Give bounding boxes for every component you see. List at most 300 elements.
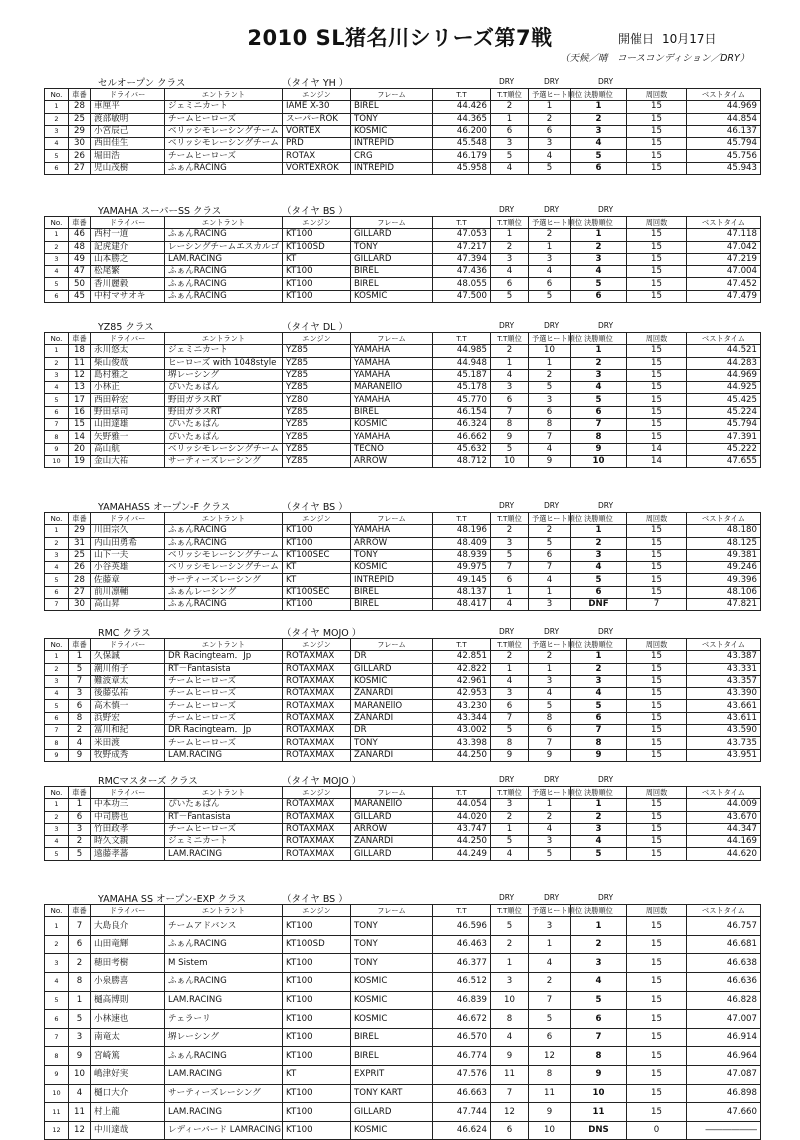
table-cell: ROTAXMAX <box>283 823 351 835</box>
tire-spec: （タイヤ BS ） <box>282 206 348 217</box>
table-cell: 3 <box>45 549 69 561</box>
table-cell: 44.250 <box>433 836 491 848</box>
table-cell: 7 <box>529 431 571 443</box>
table-cell: 5 <box>529 382 571 394</box>
table-cell: 11 <box>571 1103 627 1122</box>
table-cell: 7 <box>571 1028 627 1047</box>
table-cell: 8 <box>571 431 627 443</box>
table-cell: 15 <box>627 1047 687 1066</box>
table-cell: 9 <box>45 443 69 455</box>
table-cell: YZ85 <box>283 369 351 381</box>
table-cell: 44.985 <box>433 345 491 357</box>
table-cell: 10 <box>491 455 529 467</box>
table-cell: 45.794 <box>687 138 761 150</box>
table-cell: 7 <box>45 1028 69 1047</box>
table-cell: KT100 <box>283 991 351 1010</box>
table-cell: 10 <box>69 1066 91 1085</box>
table-cell: 45.222 <box>687 443 761 455</box>
table-cell: BIREL <box>351 266 433 278</box>
table-cell: 5 <box>571 991 627 1010</box>
table-cell: 15 <box>627 1084 687 1103</box>
column-header: フレーム <box>351 333 433 345</box>
table-cell: 3 <box>491 537 529 549</box>
table-cell: 3 <box>491 688 529 700</box>
table-cell: ふぁんRACING <box>165 935 283 954</box>
column-header: ベストタイム <box>687 639 761 651</box>
table-cell: 前川凛輔 <box>91 586 165 598</box>
table-cell: 15 <box>627 973 687 992</box>
table-cell: 47.004 <box>687 266 761 278</box>
table-cell: 9 <box>571 749 627 761</box>
table-cell: 4 <box>69 1084 91 1103</box>
table-cell: 2 <box>571 241 627 253</box>
table-cell: DR <box>351 725 433 737</box>
table-cell: 7 <box>529 562 571 574</box>
table-cell: 1 <box>491 663 529 675</box>
table-cell: 47.087 <box>687 1066 761 1085</box>
table-cell: 2 <box>529 811 571 823</box>
tire-spec: （タイヤ YH ） <box>282 78 349 89</box>
table-cell: 5 <box>571 394 627 406</box>
table-cell: KT100 <box>283 1028 351 1047</box>
table-cell: KT100 <box>283 954 351 973</box>
table-cell: 46.757 <box>687 917 761 936</box>
table-cell: 44.925 <box>687 382 761 394</box>
table-cell: KT100 <box>283 229 351 241</box>
table-cell: INTREPID <box>351 162 433 174</box>
table-cell: TONY <box>351 737 433 749</box>
table-cell: 45.943 <box>687 162 761 174</box>
table-cell: 31 <box>69 537 91 549</box>
table-cell: KT <box>283 253 351 265</box>
table-cell: ARROW <box>351 823 433 835</box>
table-cell: 42.822 <box>433 663 491 675</box>
column-header: ドライバー <box>91 513 165 525</box>
table-cell: 26 <box>69 150 91 162</box>
table-cell: 48.055 <box>433 278 491 290</box>
table-cell: 48.196 <box>433 525 491 537</box>
column-header: フレーム <box>351 89 433 101</box>
table-cell: 46.839 <box>433 991 491 1010</box>
table-cell: 46.672 <box>433 1010 491 1029</box>
table-cell: 4 <box>571 382 627 394</box>
table-cell: 6 <box>529 406 571 418</box>
table-cell: RT－Fantasista <box>165 663 283 675</box>
table-cell: 8 <box>571 737 627 749</box>
table-cell: 1 <box>529 935 571 954</box>
table-cell: ふぁんRACING <box>165 525 283 537</box>
table-cell: 4 <box>491 1028 529 1047</box>
table-header-row <box>45 89 761 101</box>
table-cell: 2 <box>491 525 529 537</box>
table-cell: 15 <box>627 586 687 598</box>
table-cell: 47.007 <box>687 1010 761 1029</box>
table-cell: 3 <box>529 599 571 611</box>
table-cell: 5 <box>491 290 529 302</box>
table-cell: 1 <box>529 663 571 675</box>
table-cell: 1 <box>491 357 529 369</box>
table-cell: 久保誠 <box>91 651 165 663</box>
table-cell: 6 <box>45 586 69 598</box>
dry-label: DRY <box>544 893 560 902</box>
table-cell: 1 <box>491 229 529 241</box>
table-cell: ROTAXMAX <box>283 712 351 724</box>
table-cell: KT100 <box>283 525 351 537</box>
table-cell: 30 <box>69 599 91 611</box>
table-cell: 25 <box>69 549 91 561</box>
table-cell: 12 <box>491 1103 529 1122</box>
table-cell: 44.009 <box>687 799 761 811</box>
table-cell: 小林速也 <box>91 1010 165 1029</box>
table-cell: 44.250 <box>433 749 491 761</box>
column-header: 周回数 <box>627 905 687 917</box>
table-cell: 15 <box>627 101 687 113</box>
table-row <box>45 973 761 992</box>
table-cell: YZ85 <box>283 357 351 369</box>
table-cell: 43.611 <box>687 712 761 724</box>
table-cell: 6 <box>45 290 69 302</box>
results-section <box>44 318 760 468</box>
table-cell: 小林正 <box>91 382 165 394</box>
table-cell: 15 <box>627 1028 687 1047</box>
table-cell: 15 <box>627 278 687 290</box>
table-cell: YAMAHA <box>351 431 433 443</box>
table-cell: 4 <box>529 954 571 973</box>
table-cell: ジェミニカート <box>165 101 283 113</box>
table-cell: 47 <box>69 266 91 278</box>
table-cell: 2 <box>45 241 69 253</box>
table-cell: 15 <box>627 700 687 712</box>
table-cell: 10 <box>45 1084 69 1103</box>
table-cell: DNS <box>571 1121 627 1140</box>
table-cell: 6 <box>529 1028 571 1047</box>
table-cell: 6 <box>491 278 529 290</box>
table-row <box>45 369 761 381</box>
table-cell: ARROW <box>351 537 433 549</box>
table-row <box>45 1066 761 1085</box>
table-cell: LAM.RACING <box>165 253 283 265</box>
table-cell: 48.417 <box>433 599 491 611</box>
table-cell: TECNO <box>351 443 433 455</box>
column-header: エントラント <box>165 639 283 651</box>
table-cell: 5 <box>529 1010 571 1029</box>
table-cell: 樋高博則 <box>91 991 165 1010</box>
table-cell: 1 <box>45 651 69 663</box>
table-cell: 6 <box>491 700 529 712</box>
table-cell: ROTAXMAX <box>283 749 351 761</box>
table-cell: 3 <box>529 836 571 848</box>
table-cell: ジェミニカート <box>165 836 283 848</box>
table-row <box>45 290 761 302</box>
table-row <box>45 406 761 418</box>
table-cell: KT100 <box>283 278 351 290</box>
column-header: 車番 <box>69 89 91 101</box>
table-cell: 9 <box>69 1047 91 1066</box>
table-cell: 1 <box>491 113 529 125</box>
table-cell: 1 <box>571 101 627 113</box>
table-cell: 46.914 <box>687 1028 761 1047</box>
results-table <box>44 638 761 762</box>
column-header: ドライバー <box>91 639 165 651</box>
table-cell: KOSMIC <box>351 991 433 1010</box>
table-cell: ふぁんRACING <box>165 266 283 278</box>
table-cell: 4 <box>529 150 571 162</box>
table-cell: 5 <box>529 290 571 302</box>
table-cell: KT100SD <box>283 241 351 253</box>
class-name: YAMAHA SS オープン-EXP クラス <box>98 894 247 905</box>
table-cell: 小谷英雄 <box>91 562 165 574</box>
table-cell: ヒーローズ with 1048style <box>165 357 283 369</box>
table-cell: 43.387 <box>687 651 761 663</box>
table-row <box>45 278 761 290</box>
table-cell: 10 <box>571 455 627 467</box>
table-cell: TONY <box>351 935 433 954</box>
table-row <box>45 419 761 431</box>
table-cell: ベリッシモレーシングチーム <box>165 125 283 137</box>
table-cell: 5 <box>571 700 627 712</box>
table-cell: 15 <box>627 917 687 936</box>
section-header <box>44 624 760 638</box>
column-header: T.T <box>433 89 491 101</box>
table-cell: 4 <box>491 675 529 687</box>
table-cell: 15 <box>627 688 687 700</box>
column-header: フレーム <box>351 217 433 229</box>
table-cell: 4 <box>45 562 69 574</box>
column-header: 予選ヒート順位 <box>529 89 571 101</box>
table-cell: 高山航 <box>91 443 165 455</box>
table-cell: MARANEllO <box>351 799 433 811</box>
table-cell: ROTAXMAX <box>283 700 351 712</box>
column-header: 予選ヒート順位 <box>529 787 571 799</box>
table-cell: チームヒーローズ <box>165 113 283 125</box>
table-cell: 2 <box>69 836 91 848</box>
column-header: 決勝順位 <box>571 89 627 101</box>
table-cell: 後藤弘祐 <box>91 688 165 700</box>
table-cell: 15 <box>627 357 687 369</box>
table-cell: 26 <box>69 562 91 574</box>
table-cell: 11 <box>69 1103 91 1122</box>
column-header: T.T順位 <box>491 217 529 229</box>
results-table <box>44 786 761 861</box>
table-cell: 金山大祐 <box>91 455 165 467</box>
table-cell: 2 <box>491 811 529 823</box>
table-row <box>45 266 761 278</box>
table-cell: 4 <box>491 162 529 174</box>
table-cell: MARANEllO <box>351 382 433 394</box>
table-cell: サーティーズレーシング <box>165 1084 283 1103</box>
table-cell: ZANARDI <box>351 712 433 724</box>
table-cell: 46.137 <box>687 125 761 137</box>
table-cell: 43.747 <box>433 823 491 835</box>
table-cell: 15 <box>627 675 687 687</box>
table-header-row <box>45 333 761 345</box>
table-cell: 11 <box>529 1084 571 1103</box>
table-row <box>45 574 761 586</box>
table-cell: 15 <box>627 241 687 253</box>
table-cell: 4 <box>45 973 69 992</box>
table-cell: 1 <box>45 101 69 113</box>
table-cell: 1 <box>69 991 91 1010</box>
table-cell: 1 <box>69 799 91 811</box>
table-cell: 4 <box>529 574 571 586</box>
column-header: フレーム <box>351 639 433 651</box>
table-cell: 47.394 <box>433 253 491 265</box>
table-cell: 15 <box>627 419 687 431</box>
table-cell: 4 <box>529 688 571 700</box>
table-cell: 15 <box>627 737 687 749</box>
table-cell: 冨川和紀 <box>91 725 165 737</box>
table-cell: 42.953 <box>433 688 491 700</box>
table-cell: 3 <box>529 394 571 406</box>
table-row <box>45 241 761 253</box>
table-cell: ZANARDI <box>351 749 433 761</box>
table-row <box>45 935 761 954</box>
table-row <box>45 113 761 125</box>
table-cell: 5 <box>45 700 69 712</box>
table-cell: MARANEllO <box>351 700 433 712</box>
table-cell: 5 <box>491 150 529 162</box>
column-header: 決勝順位 <box>571 787 627 799</box>
table-cell: 2 <box>45 357 69 369</box>
table-cell: 8 <box>571 1047 627 1066</box>
table-cell: TONY <box>351 954 433 973</box>
section-header <box>44 202 760 216</box>
table-cell: 3 <box>571 823 627 835</box>
table-row <box>45 599 761 611</box>
table-cell: 5 <box>529 848 571 860</box>
table-cell: 3 <box>529 675 571 687</box>
table-cell: 3 <box>491 799 529 811</box>
table-cell: 43.661 <box>687 700 761 712</box>
table-cell: ベリッシモレーシングチーム <box>165 549 283 561</box>
table-cell: 29 <box>69 525 91 537</box>
table-cell: 44.365 <box>433 113 491 125</box>
table-cell: 1 <box>69 651 91 663</box>
table-cell: チームヒーローズ <box>165 150 283 162</box>
table-cell: 45.425 <box>687 394 761 406</box>
column-header: 決勝順位 <box>571 217 627 229</box>
column-header: T.T <box>433 787 491 799</box>
table-cell: 2 <box>69 725 91 737</box>
table-cell: 46.663 <box>433 1084 491 1103</box>
column-header: ベストタイム <box>687 905 761 917</box>
table-cell: 11 <box>491 1066 529 1085</box>
table-cell: 44.854 <box>687 113 761 125</box>
table-cell: 46.828 <box>687 991 761 1010</box>
column-header: エントラント <box>165 513 283 525</box>
table-cell: 43.357 <box>687 675 761 687</box>
table-cell: 44.521 <box>687 345 761 357</box>
table-row <box>45 749 761 761</box>
table-cell: PRD <box>283 138 351 150</box>
table-cell: GILLARD <box>351 1103 433 1122</box>
table-cell: 15 <box>627 651 687 663</box>
table-cell: 47.744 <box>433 1103 491 1122</box>
table-header-row <box>45 217 761 229</box>
column-header: エンジン <box>283 787 351 799</box>
table-cell: YAMAHA <box>351 345 433 357</box>
table-cell: 7 <box>491 406 529 418</box>
table-cell: 12 <box>45 1121 69 1140</box>
table-cell: ふぁんRACING <box>165 537 283 549</box>
table-cell: 山田達雄 <box>91 419 165 431</box>
table-cell: 3 <box>491 382 529 394</box>
table-cell: 4 <box>45 266 69 278</box>
table-cell: 44.426 <box>433 101 491 113</box>
table-cell: 27 <box>69 586 91 598</box>
table-cell: 43.735 <box>687 737 761 749</box>
column-header: 予選ヒート順位 <box>529 333 571 345</box>
table-cell: 47.053 <box>433 229 491 241</box>
table-cell: 6 <box>491 574 529 586</box>
table-cell: 5 <box>45 848 69 860</box>
table-cell: 48.409 <box>433 537 491 549</box>
table-cell: KOSMIC <box>351 1121 433 1140</box>
table-row <box>45 150 761 162</box>
class-name: RMCマスターズ クラス <box>98 776 198 787</box>
table-cell: 47.452 <box>687 278 761 290</box>
table-row <box>45 1047 761 1066</box>
table-row <box>45 917 761 936</box>
table-cell: 6 <box>529 278 571 290</box>
table-cell: 47.217 <box>433 241 491 253</box>
table-cell: 6 <box>571 162 627 174</box>
table-cell: ぴいたぁぱん <box>165 431 283 443</box>
table-cell: 49.145 <box>433 574 491 586</box>
table-cell: 15 <box>627 369 687 381</box>
table-cell: 44.969 <box>687 369 761 381</box>
table-cell: 44.054 <box>433 799 491 811</box>
table-cell: TONY <box>351 113 433 125</box>
column-header: ベストタイム <box>687 333 761 345</box>
table-cell: ぴいたぁぱん <box>165 419 283 431</box>
column-header: No. <box>45 513 69 525</box>
table-cell: 堺レーシング <box>165 369 283 381</box>
table-cell: 2 <box>529 651 571 663</box>
table-cell: 15 <box>627 138 687 150</box>
table-cell: 5 <box>69 663 91 675</box>
table-cell: 10 <box>45 455 69 467</box>
table-cell: 15 <box>627 848 687 860</box>
table-cell: 中司勝也 <box>91 811 165 823</box>
table-cell: LAM.RACING <box>165 848 283 860</box>
column-header: エントラント <box>165 333 283 345</box>
table-cell: 29 <box>69 125 91 137</box>
table-cell: CRG <box>351 150 433 162</box>
table-cell: 5 <box>45 574 69 586</box>
table-cell: ふぁんRACING <box>165 599 283 611</box>
table-cell: KT100 <box>283 1084 351 1103</box>
table-cell: 2 <box>69 954 91 973</box>
table-cell: 4 <box>45 138 69 150</box>
table-row <box>45 525 761 537</box>
table-cell: 1 <box>571 917 627 936</box>
table-cell: 15 <box>627 749 687 761</box>
column-header: ベストタイム <box>687 787 761 799</box>
table-cell: 川田宗久 <box>91 525 165 537</box>
column-header: フレーム <box>351 905 433 917</box>
table-cell: 15 <box>627 229 687 241</box>
table-cell: 27 <box>69 162 91 174</box>
class-name: YAMAHA スーパーSS クラス <box>98 206 222 217</box>
table-cell: 46.512 <box>433 973 491 992</box>
table-cell: KT100 <box>283 266 351 278</box>
table-row <box>45 253 761 265</box>
table-cell: ふぁんRACING <box>165 973 283 992</box>
table-cell: 6 <box>69 700 91 712</box>
table-cell: 8 <box>491 419 529 431</box>
table-cell: 6 <box>491 125 529 137</box>
